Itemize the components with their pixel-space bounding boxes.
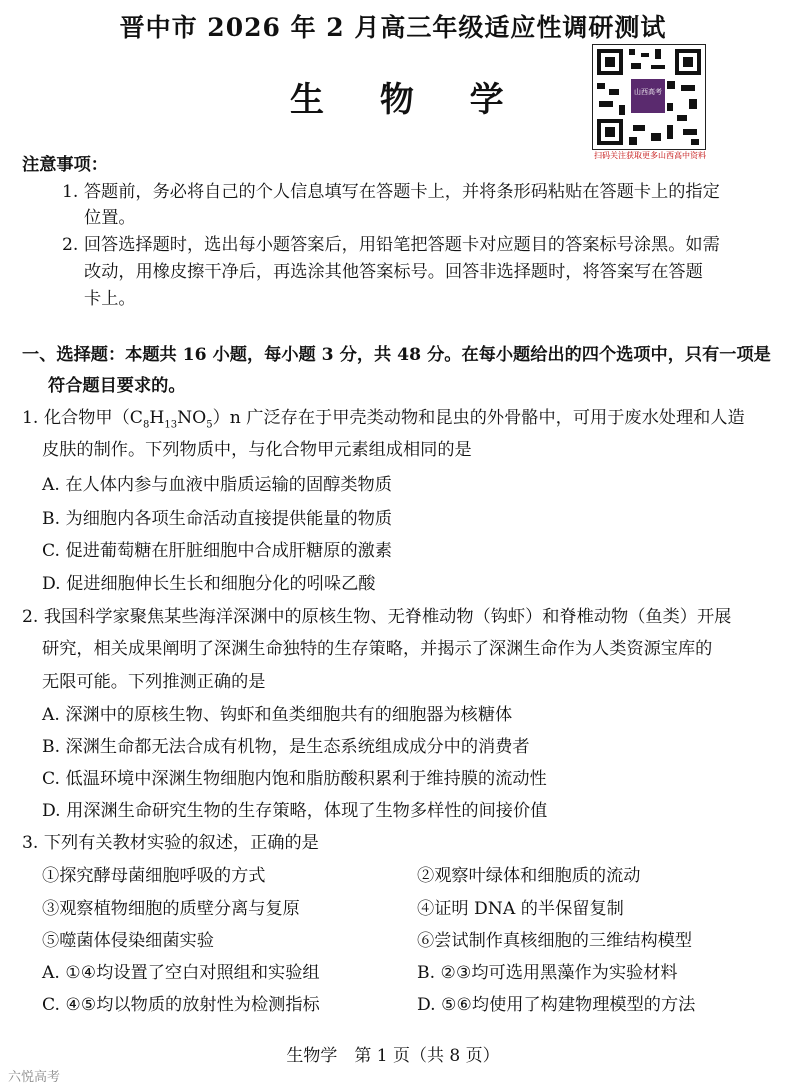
- qr-center-label: 山西高考: [634, 88, 662, 96]
- q1-stem-cont: 皮肤的制作。下列物质中，与化合物甲元素组成相同的是: [42, 440, 472, 460]
- subject-title: 生 物 学: [290, 80, 526, 120]
- q2-option-b: B. 深渊生命都无法合成有机物，是生态系统组成成分中的消费者: [42, 737, 530, 757]
- q2-stem-cont: 研究，相关成果阐明了深渊生命独特的生存策略，并揭示了深渊生命作为人类资源宝库的: [42, 639, 713, 659]
- qr-code: [592, 44, 706, 150]
- q2-stem-cont: 无限可能。下列推测正确的是: [42, 672, 266, 692]
- q1-stem: 1. 化合物甲$(C_8H_{13}NO_5)n$ 广泛存在于甲壳类动物和昆虫的外骨骼中，可用于废水处理和人造: [22, 408, 745, 431]
- q3-stem: 3. 下列有关教材实验的叙述，正确的是: [22, 833, 319, 853]
- section-heading-cont: 符合题目要求的。: [48, 376, 186, 396]
- q2-option-c: C. 低温环境中深渊生物细胞内饱和脂肪酸积累利于维持膜的流动性: [42, 769, 547, 789]
- qr-note: 扫码关注获取更多山西高中资料: [594, 151, 706, 160]
- q3-item: ⑥尝试制作真核细胞的三维结构模型: [417, 931, 693, 951]
- q2-option-a: A. 深渊中的原核生物、钩虾和鱼类细胞共有的细胞器为核糖体: [42, 705, 513, 725]
- notice-line: 位置。: [84, 208, 136, 228]
- q2-stem: 2. 我国科学家聚焦某些海洋深渊中的原核生物、无脊椎动物（钩虾）和脊椎动物（鱼类）开展: [22, 607, 732, 627]
- q1-option-d: D. 促进细胞伸长生长和细胞分化的吲哚乙酸: [42, 574, 376, 594]
- notice-line: 1. 答题前，务必将自己的个人信息填写在答题卡上，并将条形码粘贴在答题卡上的指定: [62, 182, 720, 202]
- notice-line: 改动，用橡皮擦干净后，再选涂其他答案标号。回答非选择题时，将答案写在答题: [84, 262, 703, 282]
- q3-option-b: B. ②③均可选用黑藻作为实验材料: [417, 963, 678, 983]
- q3-item: ⑤噬菌体侵染细菌实验: [42, 931, 214, 951]
- q3-option-a: A. ①④均设置了空白对照组和实验组: [42, 963, 320, 983]
- notice-line: 2. 回答选择题时，选出每小题答案后，用铅笔把答题卡对应题目的答案标号涂黑。如需: [62, 235, 720, 255]
- notice-heading: 注意事项：: [22, 155, 108, 175]
- q1-option-b: B. 为细胞内各项生命活动直接提供能量的物质: [42, 509, 393, 529]
- q3-item: ②观察叶绿体和细胞质的流动: [417, 866, 641, 886]
- q1-option-a: A. 在人体内参与血液中脂质运输的固醇类物质: [42, 475, 392, 495]
- q2-option-d: D. 用深渊生命研究生物的生存策略，体现了生物多样性的间接价值: [42, 801, 548, 821]
- exam-title: 晋中市 2026 年 2 月高三年级适应性调研测试: [119, 13, 667, 42]
- section-heading: 一、选择题：本题共 16 小题，每小题 3 分，共 48 分。在每小题给出的四个选项中，只有一项是: [22, 345, 771, 365]
- q3-option-d: D. ⑤⑥均使用了构建物理模型的方法: [417, 995, 696, 1015]
- q3-item: ③观察植物细胞的质壁分离与复原: [42, 899, 300, 919]
- q3-item: ①探究酵母菌细胞呼吸的方式: [42, 866, 266, 886]
- q3-item: ④证明 DNA 的半保留复制: [417, 899, 624, 919]
- notice-line: 卡上。: [84, 289, 136, 309]
- watermark: 六悦高考: [8, 1070, 61, 1085]
- page-footer: 生物学 第 1 页（共 8 页）: [286, 1046, 500, 1066]
- q1-option-c: C. 促进葡萄糖在肝脏细胞中合成肝糖原的激素: [42, 541, 393, 561]
- q3-option-c: C. ④⑤均以物质的放射性为检测指标: [42, 995, 320, 1015]
